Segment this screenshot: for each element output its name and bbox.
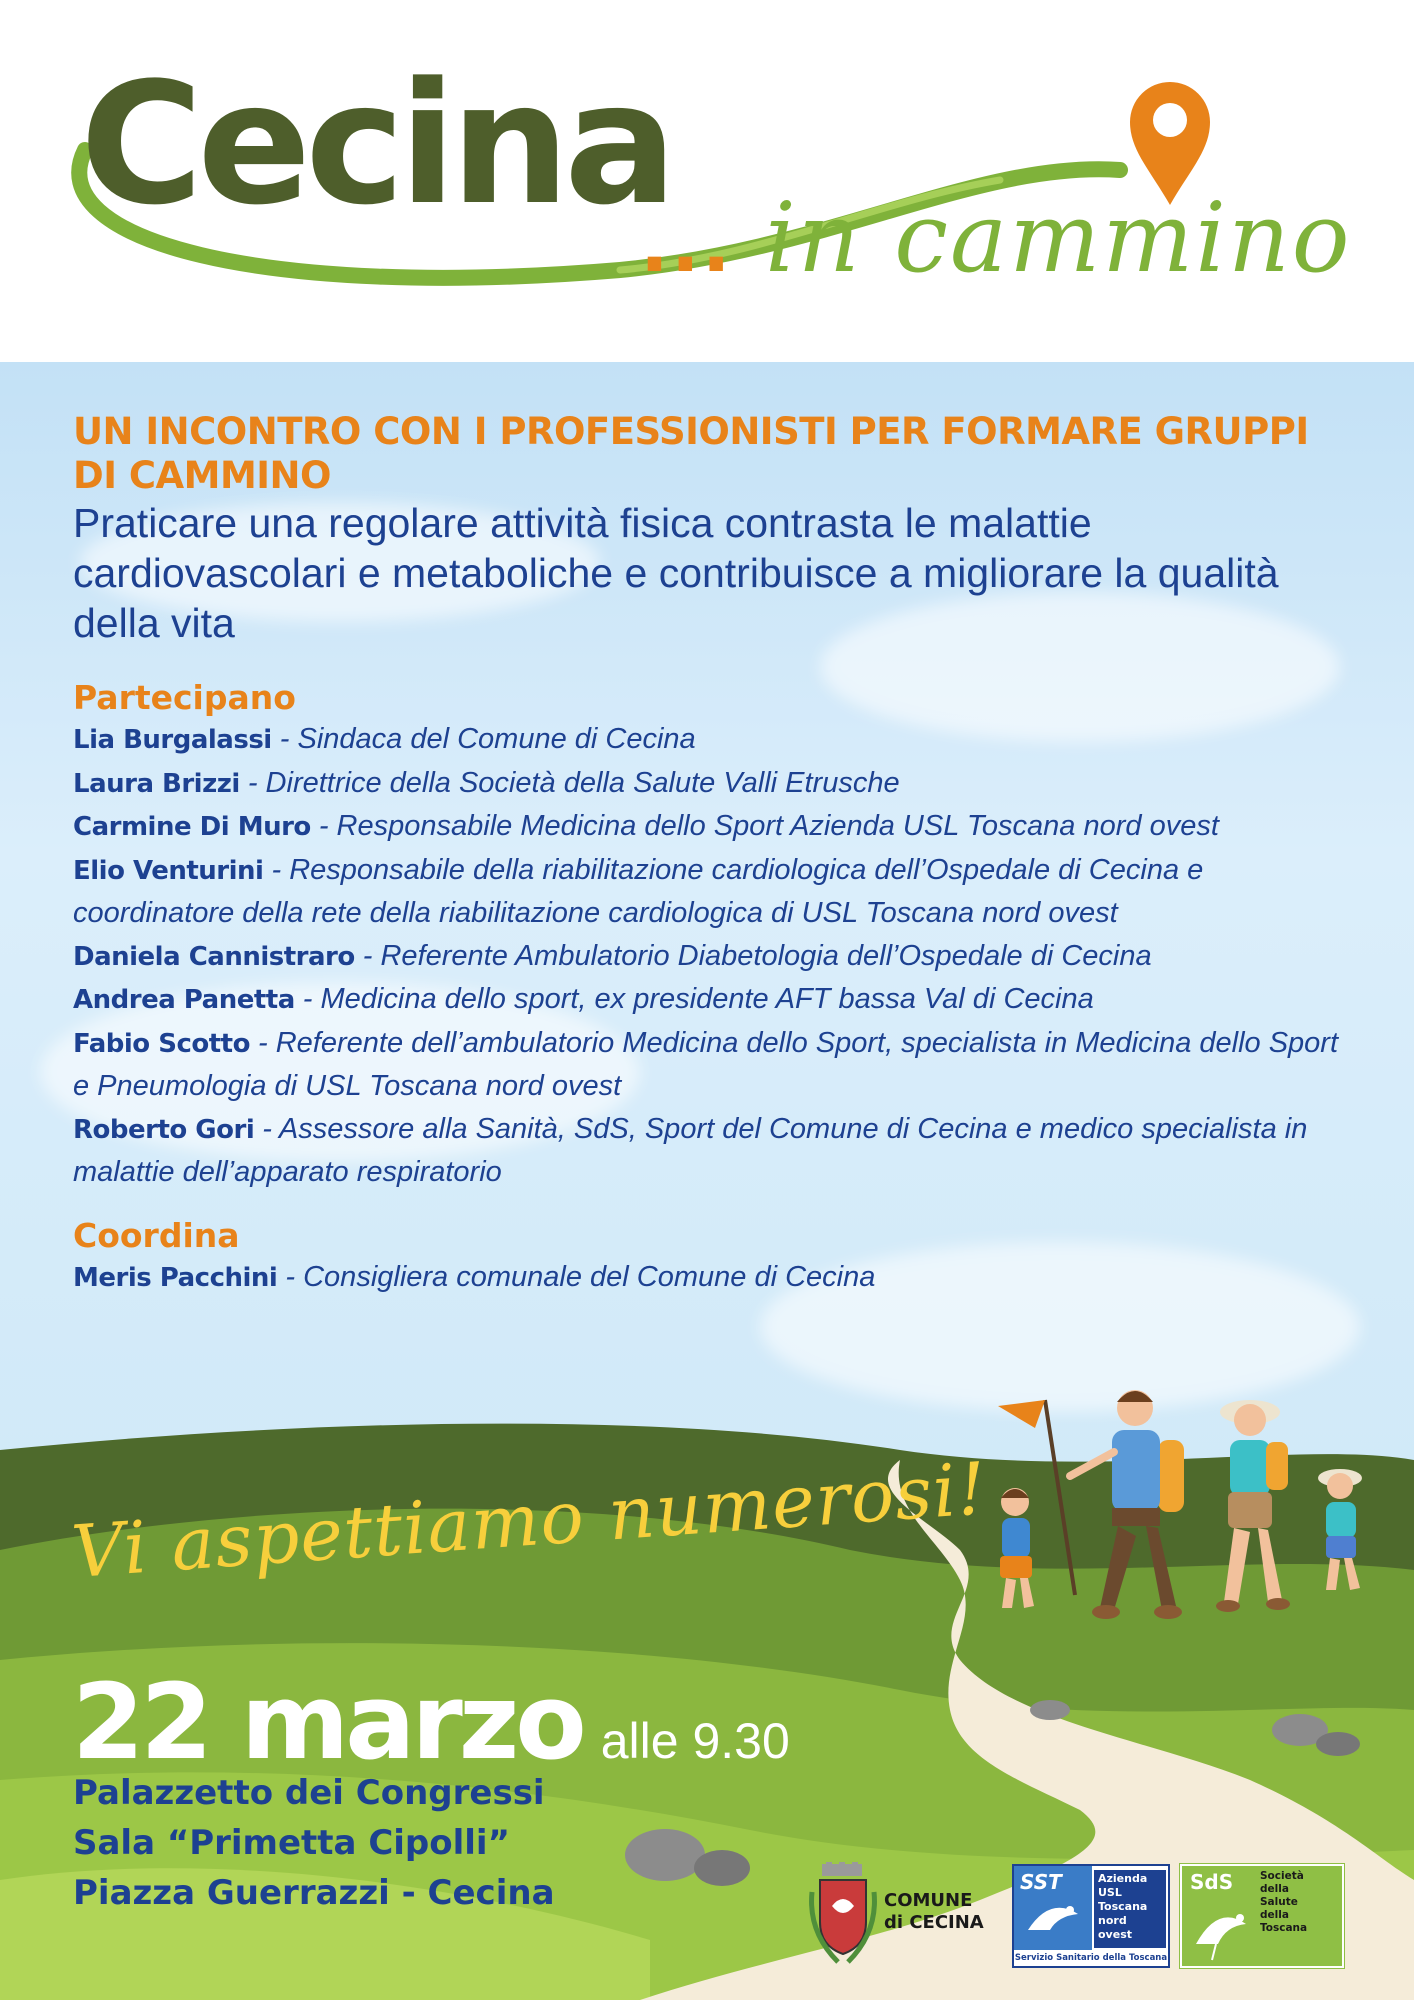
list-item [73, 762, 1353, 806]
participant-name: Andrea Panetta [73, 985, 295, 1015]
venue-line: Piazza Guerrazzi - Cecina [73, 1873, 555, 1913]
sst-line: USL [1098, 1886, 1122, 1899]
sds-line: Società [1260, 1870, 1304, 1882]
logo-dots: ... [640, 200, 733, 289]
sds-text [1260, 1870, 1336, 1935]
sds-short: SdS [1190, 1870, 1234, 1894]
participant-role: - Referente Ambulatorio Diabetologia dell’Ospedale di Cecina [354, 939, 1152, 972]
sst-badge [1014, 1866, 1092, 1950]
list-item [73, 1256, 1353, 1300]
sds-line: della [1260, 1909, 1289, 1921]
headline: UN INCONTRO CON I PROFESSIONISTI PER FORMARE GRUPPI DI CAMMINO [73, 410, 1309, 497]
list-item [73, 805, 1353, 849]
sponsor-logos [808, 1862, 1348, 1972]
sst-line: nord ovest [1098, 1914, 1132, 1941]
logo-title: Cecina [80, 46, 672, 242]
coordinator-title: Coordina [73, 1215, 240, 1255]
participants-list [73, 718, 1353, 1194]
participant-name: Daniela Cannistraro [73, 941, 355, 972]
list-item [73, 718, 1353, 762]
participant-role: - Responsabile Medicina dello Sport Azienda USL Toscana nord ovest [310, 810, 1219, 842]
participant-name: Fabio Scotto [73, 1028, 250, 1059]
logo-subtitle [640, 182, 1352, 294]
sst-text [1094, 1870, 1166, 1948]
venue-line: Palazzetto dei Congressi [73, 1773, 545, 1813]
bird-icon [1014, 1866, 1092, 1950]
coordinator-name: Meris Pacchini [73, 1262, 278, 1293]
event-time: alle 9.30 [600, 1713, 790, 1769]
comune-logo [808, 1862, 1008, 1972]
participant-role: - Responsabile della riabilitazione cardiologica dell’Ospedale di Cecina e coordinatore della rete della riabilitazione cardiologica di USL Toscana nord ovest [73, 853, 1204, 929]
list-item [73, 935, 1353, 979]
comune-line-1: COMUNE [884, 1890, 973, 1911]
participant-name: Laura Brizzi [73, 768, 240, 799]
participant-role: - Referente dell’ambulatorio Medicina dello Sport, specialista in Medicina dello Sport e Pneumologia di USL Toscana nord ovest [73, 1026, 1339, 1102]
venue-line: Sala “Primetta Cipolli” [73, 1823, 510, 1863]
event-date-line [72, 1661, 790, 1783]
participant-name: Roberto Gori [73, 1114, 255, 1145]
sds-line: della [1260, 1883, 1289, 1895]
participant-role: - Assessore alla Sanità, SdS, Sport del Comune di Cecina e medico specialista in malattie dell’apparato respiratorio [73, 1112, 1308, 1188]
list-item [73, 978, 1353, 1022]
comune-line-2: di CECINA [884, 1912, 984, 1933]
sds-line: Salute [1260, 1896, 1298, 1908]
event-date: 22 marzo [72, 1661, 583, 1783]
slogan: Vi aspettiamo numerosi! [69, 1446, 990, 1594]
heron-icon [1182, 1866, 1258, 1966]
logo-subtitle-text: in cammino [765, 182, 1352, 294]
participant-role: - Direttrice della Società della Salute Valli Etrusche [239, 766, 900, 799]
list-item [73, 849, 1353, 935]
coordinator-list [73, 1256, 1353, 1300]
participant-role: - Sindaca del Comune di Cecina [271, 723, 696, 755]
sst-line: Toscana [1098, 1900, 1148, 1913]
sst-line: Azienda [1098, 1872, 1148, 1885]
coat-of-arms-icon [808, 1862, 878, 1972]
participant-role: - Medicina dello sport, ex presidente AFT bassa Val di Cecina [294, 983, 1094, 1015]
sst-logo [1012, 1864, 1170, 1968]
participants-title: Partecipano [73, 678, 296, 717]
lead-text: Praticare una regolare attività fisica contrasta le malattie cardiovascolari e metaboliche e contribuisce a migliorare la qualità della vita [73, 500, 1279, 646]
coordinator-role: - Consigliera comunale del Comune di Cecina [277, 1260, 876, 1293]
sst-short: SST [1020, 1870, 1062, 1894]
list-item [73, 1022, 1353, 1108]
sds-line: Toscana [1260, 1922, 1308, 1934]
list-item [73, 1108, 1353, 1194]
sds-logo [1180, 1864, 1344, 1968]
participant-name: Carmine Di Muro [73, 812, 311, 842]
participant-name: Elio Venturini [73, 855, 264, 886]
participant-name: Lia Burgalassi [73, 725, 272, 755]
event-venue [73, 1768, 555, 1918]
main-content [73, 410, 1353, 1299]
comune-label [884, 1890, 984, 1934]
sst-footer: Servizio Sanitario della Toscana [1014, 1953, 1168, 1963]
